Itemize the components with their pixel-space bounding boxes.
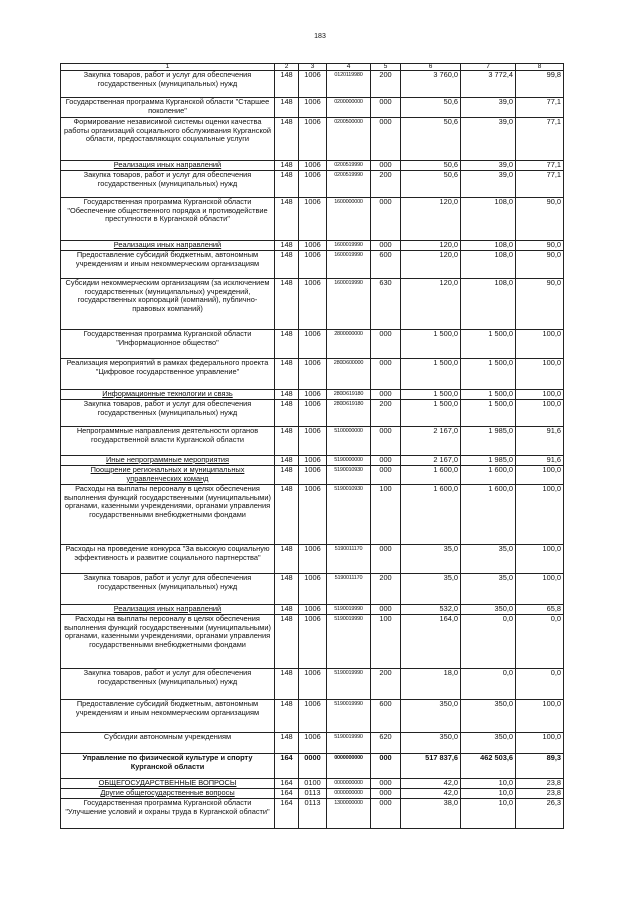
executed-amount-cell: 39,0 [461, 171, 516, 198]
executed-amount-cell: 1 600,0 [461, 466, 516, 485]
budget-table [60, 63, 564, 829]
row-name-cell: Предоставление субсидий бюджетным, автономным учреждениям и иным некоммерческим организациям [61, 700, 275, 733]
expense-type-cell: 100 [371, 485, 401, 545]
row-name-cell: Субсидии некоммерческим организациям (за исключением государственных (муниципальных) учреждений, государственных корпораций (компаний), публично-правовых компаний) [61, 279, 275, 330]
admin-code-cell: 148 [275, 574, 299, 605]
expense-type-cell: 200 [371, 574, 401, 605]
target-code-cell: 5190010930 [327, 466, 371, 485]
table-row [61, 574, 564, 605]
target-code-cell: 1600019990 [327, 241, 371, 251]
column-header: 8 [516, 64, 564, 71]
percent-cell: 100,0 [516, 390, 564, 400]
admin-code-cell: 164 [275, 779, 299, 789]
planned-amount-cell: 532,0 [401, 605, 461, 615]
row-name-cell: Реализация иных направлений [61, 161, 275, 171]
row-name-cell: Реализация мероприятий в рамках федерального проекта "Цифровое государственное управление" [61, 359, 275, 390]
column-header: 1 [61, 64, 275, 71]
expense-type-cell: 200 [371, 71, 401, 98]
table-row [61, 251, 564, 279]
executed-amount-cell: 1 500,0 [461, 359, 516, 390]
table-row [61, 605, 564, 615]
row-name-cell: Закупка товаров, работ и услуг для обеспечения государственных (муниципальных) нужд [61, 71, 275, 98]
admin-code-cell: 164 [275, 799, 299, 829]
target-code-cell: 1600019990 [327, 251, 371, 279]
admin-code-cell: 148 [275, 545, 299, 574]
executed-amount-cell: 35,0 [461, 574, 516, 605]
section-code-cell: 1006 [299, 605, 327, 615]
admin-code-cell: 148 [275, 241, 299, 251]
table-row [61, 779, 564, 789]
target-code-cell: 5190011170 [327, 545, 371, 574]
expense-type-cell: 000 [371, 98, 401, 118]
admin-code-cell: 148 [275, 171, 299, 198]
admin-code-cell: 148 [275, 198, 299, 241]
admin-code-cell: 148 [275, 615, 299, 669]
row-name-cell: Закупка товаров, работ и услуг для обеспечения государственных (муниципальных) нужд [61, 400, 275, 427]
executed-amount-cell: 108,0 [461, 198, 516, 241]
percent-cell: 100,0 [516, 330, 564, 359]
row-name-cell: Расходы на проведение конкурса "За высокую социальную эффективность и развитие социального партнерства" [61, 545, 275, 574]
section-code-cell: 1006 [299, 118, 327, 161]
admin-code-cell: 148 [275, 605, 299, 615]
table-row [61, 279, 564, 330]
table-row [61, 733, 564, 754]
column-header: 5 [371, 64, 401, 71]
table-row [61, 485, 564, 545]
row-name-cell: Закупка товаров, работ и услуг для обеспечения государственных (муниципальных) нужд [61, 669, 275, 700]
expense-type-cell: 620 [371, 733, 401, 754]
table-row [61, 615, 564, 669]
target-code-cell: 5190011170 [327, 574, 371, 605]
expense-type-cell: 000 [371, 799, 401, 829]
expense-type-cell: 000 [371, 241, 401, 251]
planned-amount-cell: 120,0 [401, 198, 461, 241]
percent-cell: 91,6 [516, 427, 564, 456]
planned-amount-cell: 42,0 [401, 789, 461, 799]
planned-amount-cell: 120,0 [401, 279, 461, 330]
admin-code-cell: 148 [275, 330, 299, 359]
planned-amount-cell: 50,6 [401, 98, 461, 118]
row-name-cell: Субсидии автономным учреждениям [61, 733, 275, 754]
table-row [61, 789, 564, 799]
planned-amount-cell: 1 500,0 [401, 359, 461, 390]
admin-code-cell: 148 [275, 466, 299, 485]
executed-amount-cell: 1 985,0 [461, 456, 516, 466]
row-name-cell: Реализация иных направлений [61, 241, 275, 251]
percent-cell: 91,6 [516, 456, 564, 466]
admin-code-cell: 148 [275, 161, 299, 171]
section-code-cell: 1006 [299, 161, 327, 171]
table-row [61, 171, 564, 198]
expense-type-cell: 000 [371, 456, 401, 466]
section-code-cell: 1006 [299, 359, 327, 390]
target-code-cell: 1600000000 [327, 198, 371, 241]
admin-code-cell: 148 [275, 71, 299, 98]
executed-amount-cell: 1 600,0 [461, 485, 516, 545]
planned-amount-cell: 1 500,0 [401, 390, 461, 400]
target-code-cell: 1600019990 [327, 279, 371, 330]
section-code-cell: 1006 [299, 574, 327, 605]
target-code-cell: 280D619180 [327, 400, 371, 427]
expense-type-cell: 000 [371, 605, 401, 615]
planned-amount-cell: 50,6 [401, 118, 461, 161]
table-row [61, 700, 564, 733]
target-code-cell: 0000000000 [327, 789, 371, 799]
expense-type-cell: 000 [371, 330, 401, 359]
table-row [61, 400, 564, 427]
percent-cell: 0,0 [516, 669, 564, 700]
target-code-cell: 5190019990 [327, 669, 371, 700]
section-code-cell: 1006 [299, 733, 327, 754]
section-code-cell: 1006 [299, 198, 327, 241]
row-name-cell: Управление по физической культуре и спорту Курганской области [61, 754, 275, 779]
table-row [61, 198, 564, 241]
row-name-cell: Расходы на выплаты персоналу в целях обеспечения выполнения функций государственными (муниципальными) органами, казенными учреждениями, органами управления государственными внебюджетными фондами [61, 485, 275, 545]
section-code-cell: 1006 [299, 279, 327, 330]
table-row [61, 456, 564, 466]
expense-type-cell: 200 [371, 171, 401, 198]
table-row [61, 241, 564, 251]
row-name-cell: Государственная программа Курганской области "Информационное общество" [61, 330, 275, 359]
table-row [61, 799, 564, 829]
target-code-cell: 0120119980 [327, 71, 371, 98]
planned-amount-cell: 1 500,0 [401, 400, 461, 427]
admin-code-cell: 148 [275, 98, 299, 118]
section-code-cell: 1006 [299, 241, 327, 251]
row-name-cell: Реализация иных направлений [61, 605, 275, 615]
percent-cell: 100,0 [516, 700, 564, 733]
admin-code-cell: 148 [275, 427, 299, 456]
admin-code-cell: 148 [275, 485, 299, 545]
row-name-cell: Поощрение региональных и муниципальных управленческих команд [61, 466, 275, 485]
expense-type-cell: 000 [371, 789, 401, 799]
target-code-cell: 5190000000 [327, 456, 371, 466]
target-code-cell: 0200519990 [327, 171, 371, 198]
percent-cell: 90,0 [516, 251, 564, 279]
admin-code-cell: 148 [275, 669, 299, 700]
expense-type-cell: 600 [371, 251, 401, 279]
section-code-cell: 1006 [299, 171, 327, 198]
planned-amount-cell: 38,0 [401, 799, 461, 829]
planned-amount-cell: 1 500,0 [401, 330, 461, 359]
percent-cell: 90,0 [516, 279, 564, 330]
executed-amount-cell: 39,0 [461, 98, 516, 118]
row-name-cell: Иные непрограммные мероприятия [61, 456, 275, 466]
table-row [61, 754, 564, 779]
table-row [61, 427, 564, 456]
executed-amount-cell: 350,0 [461, 733, 516, 754]
table-row [61, 466, 564, 485]
percent-cell: 100,0 [516, 400, 564, 427]
percent-cell: 0,0 [516, 615, 564, 669]
executed-amount-cell: 1 500,0 [461, 390, 516, 400]
admin-code-cell: 148 [275, 700, 299, 733]
planned-amount-cell: 120,0 [401, 251, 461, 279]
target-code-cell: 0200519990 [327, 161, 371, 171]
section-code-cell: 1006 [299, 669, 327, 700]
section-code-cell: 1006 [299, 330, 327, 359]
admin-code-cell: 164 [275, 754, 299, 779]
executed-amount-cell: 1 500,0 [461, 400, 516, 427]
planned-amount-cell: 42,0 [401, 779, 461, 789]
expense-type-cell: 000 [371, 359, 401, 390]
planned-amount-cell: 50,6 [401, 161, 461, 171]
admin-code-cell: 148 [275, 279, 299, 330]
percent-cell: 100,0 [516, 574, 564, 605]
executed-amount-cell: 350,0 [461, 700, 516, 733]
admin-code-cell: 148 [275, 390, 299, 400]
target-code-cell: 0200500000 [327, 118, 371, 161]
executed-amount-cell: 108,0 [461, 241, 516, 251]
row-name-cell: Государственная программа Курганской области "Улучшение условий и охраны труда в Курганской области" [61, 799, 275, 829]
planned-amount-cell: 35,0 [401, 574, 461, 605]
executed-amount-cell: 108,0 [461, 251, 516, 279]
executed-amount-cell: 10,0 [461, 799, 516, 829]
target-code-cell: 0000000000 [327, 754, 371, 779]
admin-code-cell: 148 [275, 118, 299, 161]
column-header: 3 [299, 64, 327, 71]
target-code-cell: 5190010930 [327, 485, 371, 545]
target-code-cell: 2800000000 [327, 330, 371, 359]
percent-cell: 26,3 [516, 799, 564, 829]
executed-amount-cell: 462 503,6 [461, 754, 516, 779]
target-code-cell: 5100000000 [327, 427, 371, 456]
expense-type-cell: 000 [371, 779, 401, 789]
admin-code-cell: 148 [275, 251, 299, 279]
expense-type-cell: 000 [371, 390, 401, 400]
target-code-cell: 1300000000 [327, 799, 371, 829]
section-code-cell: 0113 [299, 789, 327, 799]
table-row [61, 98, 564, 118]
executed-amount-cell: 35,0 [461, 545, 516, 574]
percent-cell: 99,8 [516, 71, 564, 98]
section-code-cell: 1006 [299, 700, 327, 733]
column-header: 6 [401, 64, 461, 71]
planned-amount-cell: 35,0 [401, 545, 461, 574]
executed-amount-cell: 39,0 [461, 161, 516, 171]
section-code-cell: 0000 [299, 754, 327, 779]
section-code-cell: 1006 [299, 400, 327, 427]
admin-code-cell: 164 [275, 789, 299, 799]
column-header: 2 [275, 64, 299, 71]
executed-amount-cell: 350,0 [461, 605, 516, 615]
percent-cell: 65,8 [516, 605, 564, 615]
section-code-cell: 1006 [299, 251, 327, 279]
table-row [61, 161, 564, 171]
admin-code-cell: 148 [275, 733, 299, 754]
percent-cell: 100,0 [516, 545, 564, 574]
planned-amount-cell: 350,0 [401, 733, 461, 754]
planned-amount-cell: 1 600,0 [401, 466, 461, 485]
section-code-cell: 1006 [299, 615, 327, 669]
target-code-cell: 5190019990 [327, 700, 371, 733]
expense-type-cell: 630 [371, 279, 401, 330]
percent-cell: 77,1 [516, 98, 564, 118]
table-row [61, 359, 564, 390]
row-name-cell: Формирование независимой системы оценки качества работы организаций социального обслуживания Курганской области, предоставляющих социальные услуги [61, 118, 275, 161]
percent-cell: 77,1 [516, 161, 564, 171]
expense-type-cell: 000 [371, 161, 401, 171]
planned-amount-cell: 2 167,0 [401, 427, 461, 456]
executed-amount-cell: 10,0 [461, 789, 516, 799]
section-code-cell: 1006 [299, 466, 327, 485]
page-number: 183 [314, 33, 326, 40]
percent-cell: 100,0 [516, 466, 564, 485]
target-code-cell: 280D600000 [327, 359, 371, 390]
executed-amount-cell: 3 772,4 [461, 71, 516, 98]
column-header: 7 [461, 64, 516, 71]
executed-amount-cell: 39,0 [461, 118, 516, 161]
row-name-cell: Другие общегосударственные вопросы [61, 789, 275, 799]
percent-cell: 90,0 [516, 198, 564, 241]
planned-amount-cell: 350,0 [401, 700, 461, 733]
target-code-cell: 5190019990 [327, 615, 371, 669]
target-code-cell: 5190019990 [327, 605, 371, 615]
expense-type-cell: 100 [371, 615, 401, 669]
executed-amount-cell: 0,0 [461, 615, 516, 669]
table-row [61, 71, 564, 98]
expense-type-cell: 000 [371, 198, 401, 241]
expense-type-cell: 000 [371, 545, 401, 574]
expense-type-cell: 200 [371, 400, 401, 427]
section-code-cell: 1006 [299, 98, 327, 118]
executed-amount-cell: 0,0 [461, 669, 516, 700]
row-name-cell: Закупка товаров, работ и услуг для обеспечения государственных (муниципальных) нужд [61, 574, 275, 605]
section-code-cell: 1006 [299, 456, 327, 466]
percent-cell: 100,0 [516, 733, 564, 754]
table-row [61, 545, 564, 574]
planned-amount-cell: 3 760,0 [401, 71, 461, 98]
table-row [61, 669, 564, 700]
percent-cell: 77,1 [516, 118, 564, 161]
executed-amount-cell: 1 985,0 [461, 427, 516, 456]
percent-cell: 23,8 [516, 789, 564, 799]
percent-cell: 100,0 [516, 359, 564, 390]
table-body [61, 71, 564, 829]
planned-amount-cell: 120,0 [401, 241, 461, 251]
expense-type-cell: 000 [371, 427, 401, 456]
planned-amount-cell: 18,0 [401, 669, 461, 700]
row-name-cell: Государственная программа Курганской области "Обеспечение общественного порядка и противодействие преступности в Курганской области" [61, 198, 275, 241]
row-name-cell: Закупка товаров, работ и услуг для обеспечения государственных (муниципальных) нужд [61, 171, 275, 198]
column-header: 4 [327, 64, 371, 71]
planned-amount-cell: 50,6 [401, 171, 461, 198]
executed-amount-cell: 108,0 [461, 279, 516, 330]
section-code-cell: 1006 [299, 427, 327, 456]
percent-cell: 100,0 [516, 485, 564, 545]
expense-type-cell: 000 [371, 118, 401, 161]
row-name-cell: Информационные технологии и связь [61, 390, 275, 400]
percent-cell: 77,1 [516, 171, 564, 198]
planned-amount-cell: 164,0 [401, 615, 461, 669]
planned-amount-cell: 517 837,6 [401, 754, 461, 779]
row-name-cell: Непрограммные направления деятельности органов государственной власти Курганской области [61, 427, 275, 456]
percent-cell: 90,0 [516, 241, 564, 251]
expense-type-cell: 000 [371, 466, 401, 485]
section-code-cell: 1006 [299, 390, 327, 400]
planned-amount-cell: 1 600,0 [401, 485, 461, 545]
section-code-cell: 1006 [299, 545, 327, 574]
section-code-cell: 1006 [299, 485, 327, 545]
admin-code-cell: 148 [275, 359, 299, 390]
percent-cell: 23,8 [516, 779, 564, 789]
table-row [61, 330, 564, 359]
planned-amount-cell: 2 167,0 [401, 456, 461, 466]
section-code-cell: 0100 [299, 779, 327, 789]
target-code-cell: 5190019990 [327, 733, 371, 754]
row-name-cell: Расходы на выплаты персоналу в целях обеспечения выполнения функций государственными (муниципальными) органами, казенными учреждениями, органами управления государственными внебюджетными фондами [61, 615, 275, 669]
executed-amount-cell: 10,0 [461, 779, 516, 789]
admin-code-cell: 148 [275, 456, 299, 466]
section-code-cell: 1006 [299, 71, 327, 98]
target-code-cell: 0200000000 [327, 98, 371, 118]
row-name-cell: Государственная программа Курганской области "Старшее поколение" [61, 98, 275, 118]
percent-cell: 89,3 [516, 754, 564, 779]
expense-type-cell: 000 [371, 754, 401, 779]
row-name-cell: Предоставление субсидий бюджетным, автономным учреждениям и иным некоммерческим организациям [61, 251, 275, 279]
table-row [61, 390, 564, 400]
expense-type-cell: 600 [371, 700, 401, 733]
section-code-cell: 0113 [299, 799, 327, 829]
row-name-cell: ОБЩЕГОСУДАРСТВЕННЫЕ ВОПРОСЫ [61, 779, 275, 789]
target-code-cell: 0000000000 [327, 779, 371, 789]
admin-code-cell: 148 [275, 400, 299, 427]
table-row [61, 118, 564, 161]
executed-amount-cell: 1 500,0 [461, 330, 516, 359]
expense-type-cell: 200 [371, 669, 401, 700]
target-code-cell: 280D619180 [327, 390, 371, 400]
